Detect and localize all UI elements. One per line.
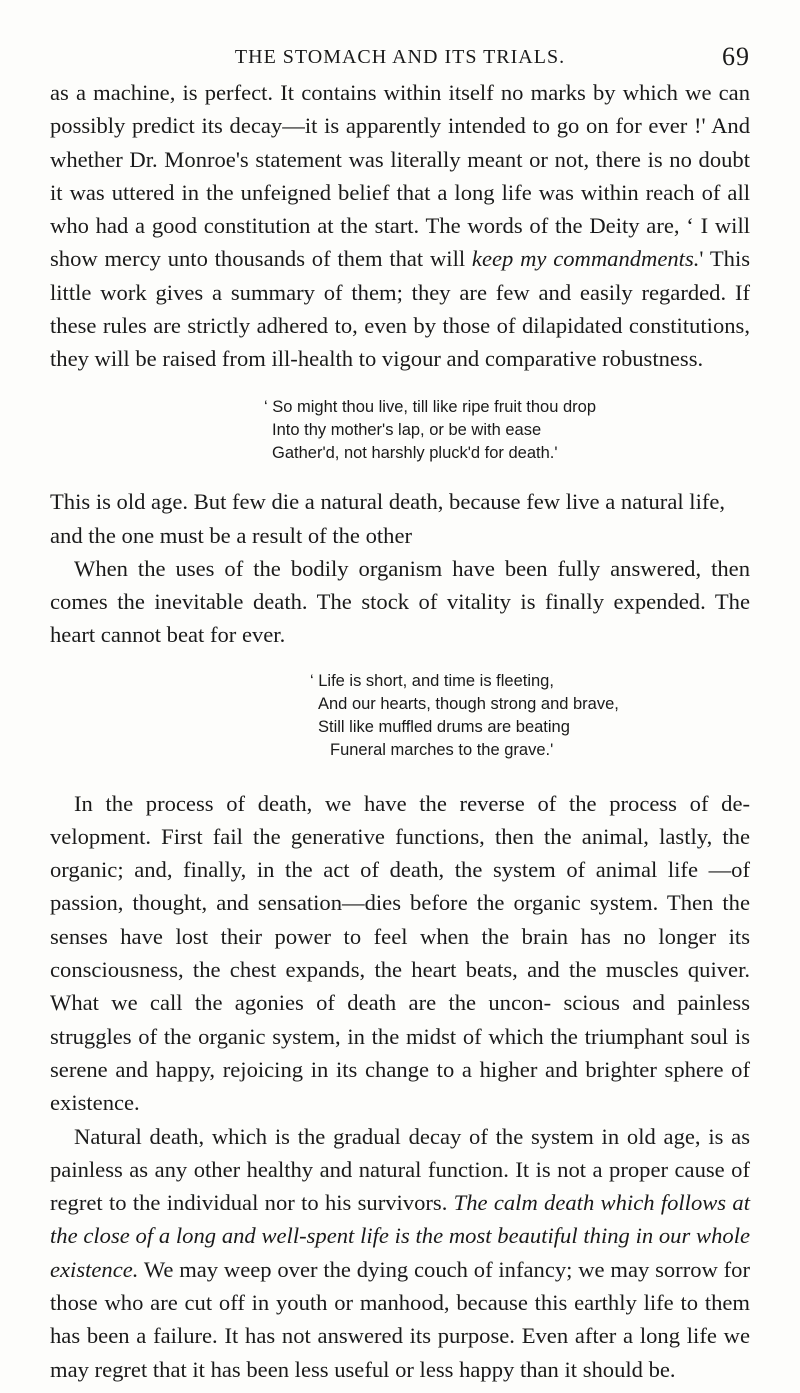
- verse-1-line-2: Into thy mother's lap, or be with ease: [272, 420, 542, 439]
- paragraph-1-text: as a machine, is perfect. It contains within itself no marks by which we can possibly predict its decay—it is apparently intended to go on for ever !' And whether Dr. Monroe's statement was literally meant or not, there is no doubt it was uttered in the unfeigned belief that a long life was within reach of all who had a good constitution at the start. The words of the Deity are, ‘ I will show mercy unto thousands of them that will: [50, 80, 750, 272]
- paragraph-4: In the process of death, we have the reverse of the process of de- velopment. First fail the generative functions, then the animal, lastly, the organic; and, finally, in the act of death, the system of animal life —of passion, thought, and sensation—dies before the organic system. Then the senses have lost their power to feel when the brain has no longer its consciousness, the chest expands, the heart beats, and the muscles quiver. What we call the agonies of death are the uncon- scious and painless struggles of the organic system, in the midst of which the triumphant soul is serene and happy, rejoicing in its change to a higher and brighter sphere of existence.: [50, 790, 750, 1116]
- verse-2-line-4: Funeral marches to the grave.': [330, 741, 554, 760]
- verse-1: [264, 396, 750, 466]
- paragraph-3: When the uses of the bodily organism have been fully answered, then comes the inevitable death. The stock of vitality is finally expended. The heart cannot beat for ever.: [50, 555, 750, 648]
- paragraph-1-emphasis: keep my commandments.: [471, 246, 700, 272]
- verse-2-line-1: ‘ Life is short, and time is fleeting,: [310, 671, 554, 690]
- running-head: [50, 36, 750, 76]
- paragraph-5-start: Natural death, which is the gradual decay of the system in old age, is as painless as any other healthy and natural function. It is not a proper cause of regret to the individual nor to his survivors.: [50, 1123, 750, 1216]
- verse-1-line-1: ‘ So might thou live, till like ripe fruit thou drop: [264, 397, 596, 416]
- paragraph-5: [50, 1120, 750, 1386]
- paragraph-2: This is old age. But few die a natural death, because few live a natural life, and the one must be a result of the other: [50, 489, 726, 548]
- verse-2: [310, 670, 750, 763]
- verse-2-line-3: Still like muffled drums are beating: [318, 718, 570, 737]
- running-title: THE STOMACH AND ITS TRIALS.: [234, 46, 566, 68]
- paragraph-1: [50, 76, 750, 376]
- verse-1-line-3: Gather'd, not harshly pluck'd for death.': [272, 444, 558, 463]
- paragraph-5-emphasis: The calm death which follows at the close of a long and well-spent life is the most beautiful thing in our whole existence.: [50, 1190, 750, 1282]
- paragraph-5-end: We may weep over the dying couch of infancy; we may sorrow for those who are cut off in youth or manhood, because this earthly life to them has been a failure. It has not answered its purpose. Even after a long life we may regret that it has been less useful or less happy than it should be.: [50, 1256, 750, 1382]
- page-number: 69: [722, 42, 750, 71]
- verse-2-line-2: And our hearts, though strong and brave,: [318, 694, 619, 713]
- paragraph-1-end: ' This little work gives a summary of them; they are few and easily regarded. If these rules are strictly adhered to, even by those of dilapidated constitutions, they will be raised from ill-health to vigour and comparative robustness.: [50, 246, 751, 372]
